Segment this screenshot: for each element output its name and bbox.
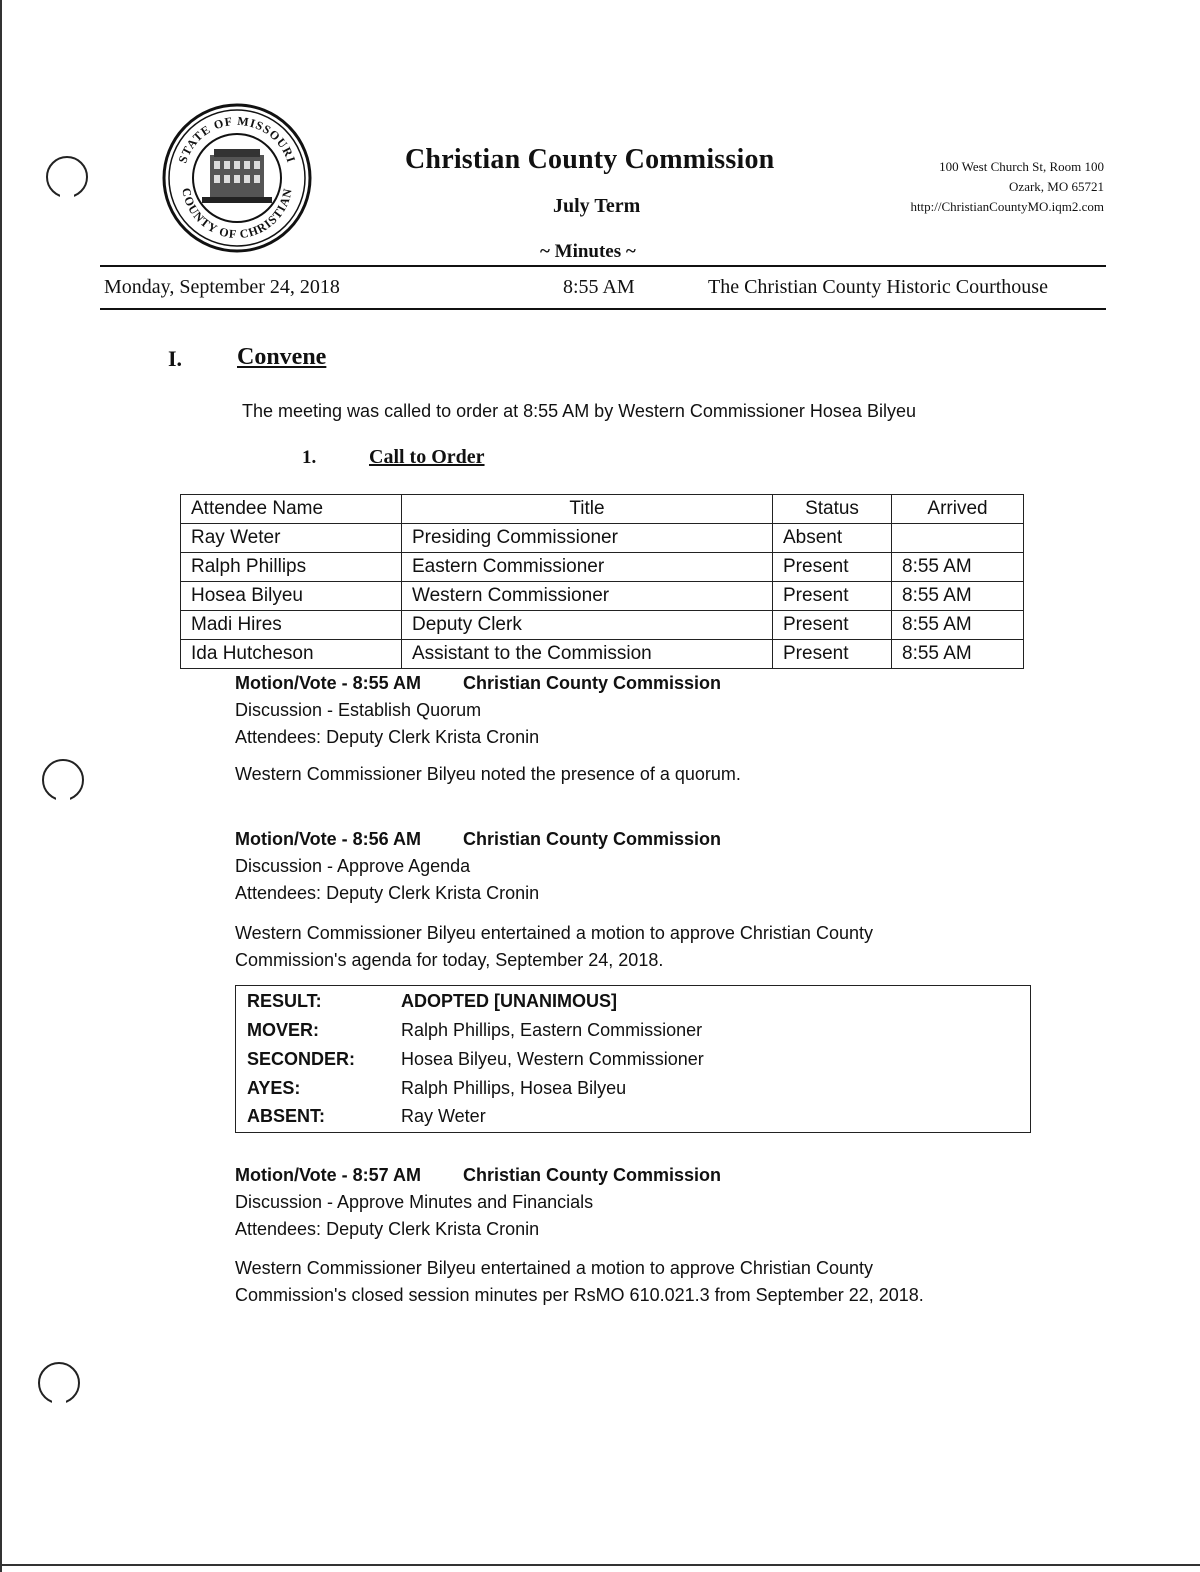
- column-header: Attendee Name: [181, 495, 402, 524]
- motion-note: [235, 920, 873, 974]
- column-header: Status: [773, 495, 892, 524]
- motion-discussion: Discussion - Establish Quorum: [235, 700, 482, 720]
- section-number: I.: [168, 346, 183, 371]
- table-row: [181, 524, 1024, 553]
- motion-body: Christian County Commission: [463, 673, 722, 693]
- table-row: [181, 582, 1024, 611]
- address-street: 100 West Church St, Room 100: [939, 159, 1104, 174]
- attendee-title: Eastern Commissioner: [402, 553, 773, 582]
- punch-hole: [38, 1362, 80, 1404]
- mover-label: MOVER:: [247, 1020, 319, 1040]
- seconder-value: Hosea Bilyeu, Western Commissioner: [401, 1049, 704, 1069]
- motion-attendees: Attendees: Deputy Clerk Krista Cronin: [235, 727, 540, 747]
- attendee-status: Present: [773, 553, 892, 582]
- website-link[interactable]: http://ChristianCountyMO.iqm2.com: [910, 199, 1104, 214]
- attendee-name: Ray Weter: [181, 524, 402, 553]
- ayes-label: AYES:: [247, 1078, 301, 1098]
- org-title: Christian County Commission: [405, 144, 775, 175]
- header-rule-bottom: [100, 308, 1106, 310]
- motion-note-line: Commission's closed session minutes per RsMO 610.021.3 from September 22, 2018.: [235, 1285, 924, 1305]
- attendee-name: Ralph Phillips: [181, 553, 402, 582]
- attendee-arrived: 8:55 AM: [892, 611, 1024, 640]
- meeting-time: 8:55 AM: [563, 276, 635, 298]
- mover-value: Ralph Phillips, Eastern Commissioner: [401, 1020, 703, 1040]
- motion-note-line: Western Commissioner Bilyeu entertained a motion to approve Christian County: [235, 923, 873, 943]
- attendee-title: Western Commissioner: [402, 582, 773, 611]
- motion-body: Christian County Commission: [463, 829, 722, 849]
- attendee-arrived: 8:55 AM: [892, 553, 1024, 582]
- result-value: ADOPTED [UNANIMOUS]: [401, 991, 617, 1011]
- ayes-value: Ralph Phillips, Hosea Bilyeu: [401, 1078, 627, 1098]
- motion-body: Christian County Commission: [463, 1165, 722, 1185]
- attendee-status: Present: [773, 640, 892, 669]
- table-row: [181, 640, 1024, 669]
- motion-attendees: Attendees: Deputy Clerk Krista Cronin: [235, 883, 540, 903]
- punch-hole: [46, 156, 88, 198]
- attendee-title: Assistant to the Commission: [402, 640, 773, 669]
- absent-label: ABSENT:: [247, 1106, 326, 1126]
- motion-heading: Motion/Vote - 8:57 AM: [235, 1165, 421, 1185]
- attendee-arrived: 8:55 AM: [892, 582, 1024, 611]
- absent-row: [247, 1102, 486, 1131]
- motion-note-line: Commission's agenda for today, September 24, 2018.: [235, 950, 664, 970]
- motion-note-line: Western Commissioner Bilyeu entertained a motion to approve Christian County: [235, 1258, 873, 1278]
- minutes-label: ~ Minutes ~: [540, 241, 636, 262]
- attendee-title: Presiding Commissioner: [402, 524, 773, 553]
- subsection-title: Call to Order: [369, 446, 485, 468]
- motion-note: Western Commissioner Bilyeu noted the presence of a quorum.: [235, 764, 741, 784]
- header-rule-top: [100, 265, 1106, 267]
- motion-heading: Motion/Vote - 8:55 AM: [235, 673, 421, 693]
- intro-text: The meeting was called to order at 8:55 AM by Western Commissioner Hosea Bilyeu: [242, 401, 916, 421]
- result-row: [247, 987, 617, 1016]
- table-row: [181, 611, 1024, 640]
- motion-block: [235, 670, 721, 751]
- seal-top-text: STATE OF MISSOURI: [175, 113, 299, 165]
- address-city: Ozark, MO 65721: [1009, 179, 1104, 194]
- attendee-status: Present: [773, 582, 892, 611]
- motion-note: [235, 1255, 924, 1309]
- ayes-row: [247, 1074, 626, 1103]
- attendee-status: Absent: [773, 524, 892, 553]
- meeting-date: Monday, September 24, 2018: [104, 276, 340, 298]
- motion-block: [235, 1162, 721, 1243]
- table-header-row: [181, 495, 1024, 524]
- mover-row: [247, 1016, 702, 1045]
- address-block: [844, 157, 1104, 217]
- county-seal-logo: [162, 103, 312, 253]
- motion-discussion: Discussion - Approve Minutes and Financials: [235, 1192, 594, 1212]
- term-label: July Term: [553, 195, 641, 217]
- motion-heading: Motion/Vote - 8:56 AM: [235, 829, 421, 849]
- attendee-name: Hosea Bilyeu: [181, 582, 402, 611]
- scan-edge: [0, 1564, 1200, 1566]
- motion-attendees: Attendees: Deputy Clerk Krista Cronin: [235, 1219, 540, 1239]
- meeting-location: The Christian County Historic Courthouse: [708, 276, 1048, 298]
- section-title: Convene: [237, 344, 327, 370]
- attendee-status: Present: [773, 611, 892, 640]
- subsection-number: 1.: [302, 447, 317, 468]
- seconder-label: SECONDER:: [247, 1049, 356, 1069]
- table-row: [181, 553, 1024, 582]
- seal-bottom-text: COUNTY OF CHRISTIAN: [179, 186, 295, 242]
- attendee-title: Deputy Clerk: [402, 611, 773, 640]
- punch-hole: [42, 759, 84, 801]
- attendee-arrived: 8:55 AM: [892, 640, 1024, 669]
- vote-result-box: [235, 985, 1031, 1133]
- column-header: Arrived: [892, 495, 1024, 524]
- attendee-table: [180, 494, 1024, 669]
- attendee-arrived: [892, 524, 1024, 553]
- column-header: Title: [402, 495, 773, 524]
- attendee-name: Ida Hutcheson: [181, 640, 402, 669]
- motion-discussion: Discussion - Approve Agenda: [235, 856, 471, 876]
- absent-value: Ray Weter: [401, 1106, 486, 1126]
- motion-block: [235, 826, 721, 907]
- result-label: RESULT:: [247, 991, 322, 1011]
- scan-edge: [0, 0, 2, 1572]
- attendee-name: Madi Hires: [181, 611, 402, 640]
- seconder-row: [247, 1045, 704, 1074]
